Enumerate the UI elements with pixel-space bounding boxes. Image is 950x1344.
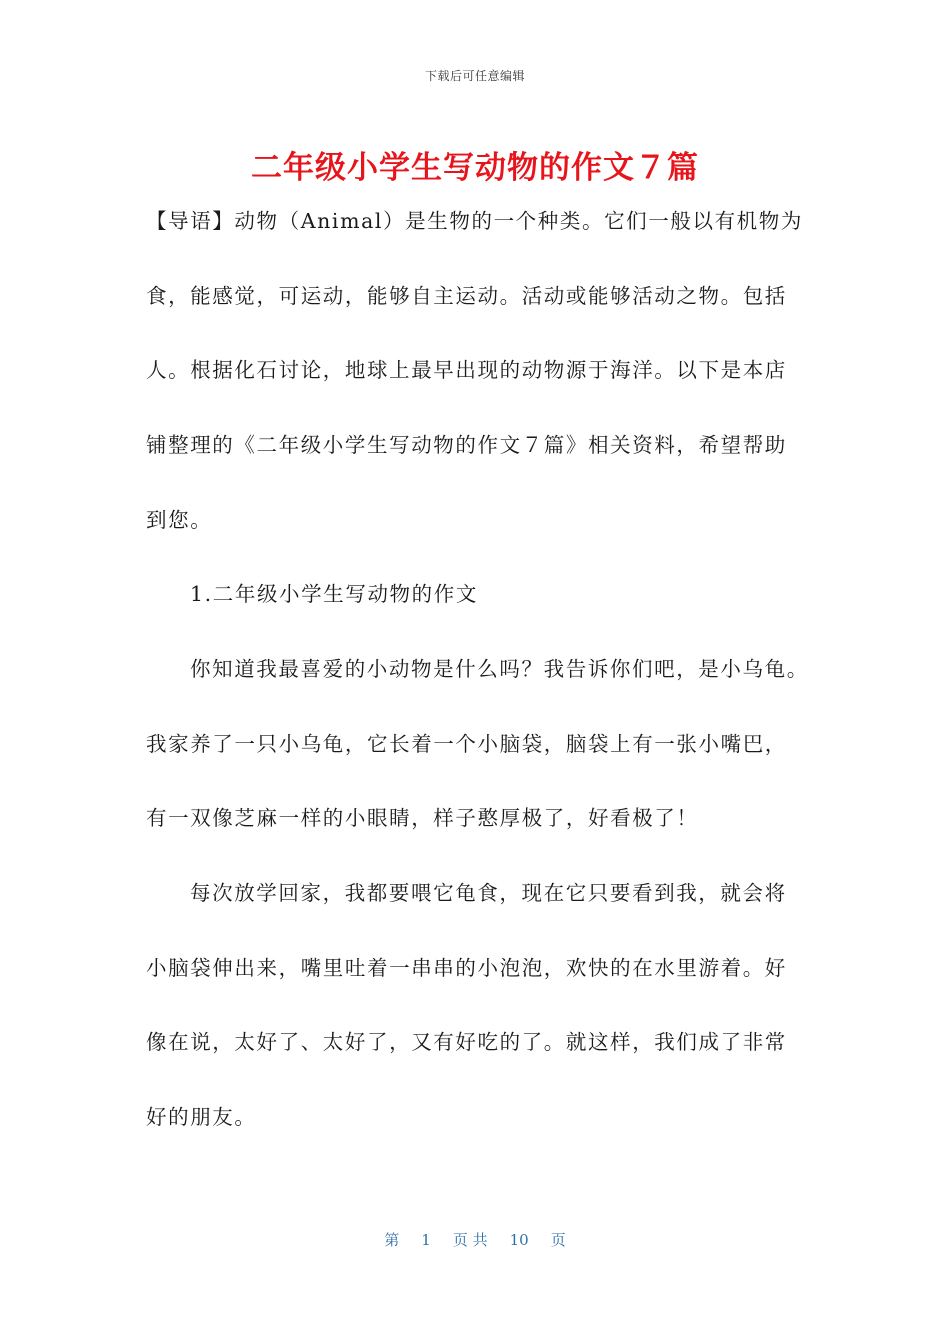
body-line: 你知道我最喜爱的小动物是什么吗？我告诉你们吧，是小乌龟。 — [190, 657, 809, 681]
body-line: 小脑袋伸出来，嘴里吐着一串串的小泡泡，欢快的在水里游着。好 — [146, 956, 787, 980]
body-line: 食，能感觉，可运动，能够自主运动。活动或能够活动之物。包括 — [146, 284, 787, 308]
body-line: 像在说，太好了、太好了，又有好吃的了。就这样，我们成了非常 — [146, 1030, 787, 1054]
body-line: 铺整理的《二年级小学生写动物的作文７篇》相关资料，希望帮助 — [146, 433, 787, 457]
page-footer — [0, 1229, 950, 1250]
header-note: 下载后可任意编辑 — [424, 69, 525, 83]
body-line: 人。根据化石讨论，地球上最早出现的动物源于海洋。以下是本店 — [146, 358, 787, 382]
body-line: 【导语】动物（Animal）是生物的一个种类。它们一般以有机物为 — [146, 209, 803, 233]
document-title: 二年级小学生写动物的作文７篇 — [251, 150, 699, 186]
footer-page-number: 1 — [421, 1231, 431, 1249]
footer-total-pages: 10 — [509, 1231, 529, 1249]
body-line: 好的朋友。 — [146, 1105, 257, 1129]
footer-page-suffix: 页 — [550, 1231, 566, 1249]
section-heading: 1.二年级小学生写动物的作文 — [190, 582, 478, 606]
body-line: 我家养了一只小乌龟，它长着一个小脑袋，脑袋上有一张小嘴巴， — [146, 732, 787, 756]
body-line: 到您。 — [146, 508, 213, 532]
body-line: 每次放学回家，我都要喂它龟食，现在它只要看到我，就会将 — [190, 881, 787, 905]
footer-page-mid: 页 共 — [452, 1231, 488, 1249]
footer-page-prefix: 第 — [384, 1231, 400, 1249]
body-line: 有一双像芝麻一样的小眼睛，样子憨厚极了，好看极了！ — [146, 806, 699, 830]
